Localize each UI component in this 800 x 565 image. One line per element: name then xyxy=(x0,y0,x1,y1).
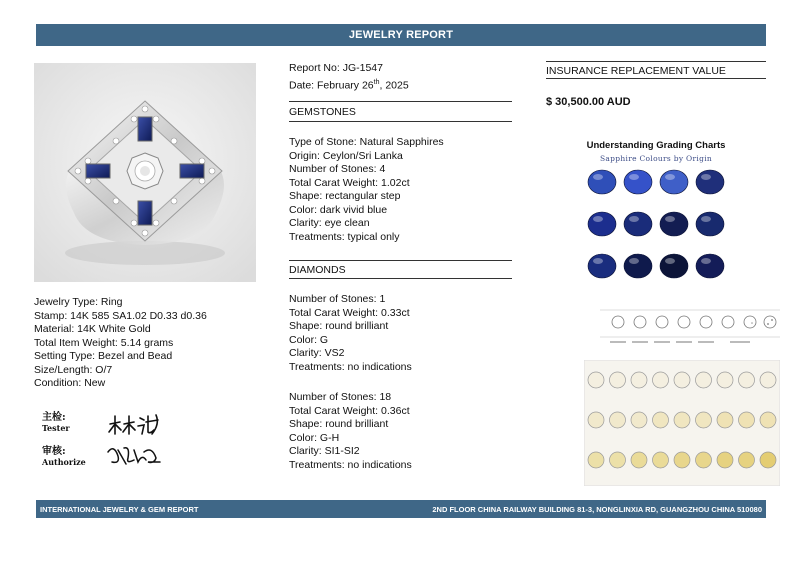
diamonds-heading: DIAMONDS xyxy=(289,264,346,276)
insurance-rule-bottom xyxy=(546,78,766,79)
authorize-signature xyxy=(108,448,160,464)
tester-label-en: Tester xyxy=(42,423,70,433)
diamond-colour-swatch xyxy=(674,372,690,388)
sapphire-swatch-highlight xyxy=(629,258,639,264)
sapphire-swatch xyxy=(624,254,652,278)
footer-org: INTERNATIONAL JEWELRY & GEM REPORT xyxy=(40,504,199,514)
ring-photo xyxy=(34,63,256,282)
gemstone-line: Origin: Ceylon/Sri Lanka xyxy=(289,149,403,162)
diamond-colour-swatch xyxy=(588,452,604,468)
sapphire-swatch-highlight xyxy=(593,174,603,180)
diamonds-rule-bottom xyxy=(289,278,512,279)
diamond-colour-swatch xyxy=(588,412,604,428)
sapphire-colour-chart xyxy=(586,166,736,296)
sapphire-swatch-highlight xyxy=(593,258,603,264)
report-footer-bar xyxy=(36,500,766,518)
diamond-clarity-chart xyxy=(580,304,780,350)
item-line: Material: 14K White Gold xyxy=(34,323,151,335)
insurance-heading: INSURANCE REPLACEMENT VALUE xyxy=(546,65,726,77)
diamond-line: Total Carat Weight: 0.33ct xyxy=(289,306,410,319)
diamond-colour-swatch xyxy=(760,452,776,468)
item-line: Size/Length: O/7 xyxy=(34,363,113,376)
gemstones-rule-top xyxy=(289,101,512,102)
gemstone-line: Total Carat Weight: 1.02ct xyxy=(289,176,410,189)
report-number: Report No: JG-1547 xyxy=(289,62,383,74)
insurance-rule-top xyxy=(546,61,766,62)
diamond-line: Number of Stones: 18 xyxy=(289,391,392,403)
sapphire-swatch xyxy=(588,170,616,194)
diamond-colour-swatch xyxy=(610,372,626,388)
gemstone-line: Number of Stones: 4 xyxy=(289,163,386,175)
report-meta xyxy=(289,62,409,93)
diamond-line: Total Carat Weight: 0.36ct xyxy=(289,404,410,417)
sapphire-swatch-highlight xyxy=(665,216,675,222)
gemstone-line: Treatments: typical only xyxy=(289,230,400,243)
diamond-line: Shape: round brilliant xyxy=(289,418,389,430)
gemstone-line: Type of Stone: Natural Sapphires xyxy=(289,136,444,148)
diamond-colour-swatch xyxy=(696,372,712,388)
sapphire-swatch-highlight xyxy=(629,174,639,180)
diamond-colour-swatch xyxy=(610,452,626,468)
sapphire-swatch-highlight xyxy=(701,174,711,180)
item-line: Setting Type: Bezel and Bead xyxy=(34,350,173,362)
ring-illustration xyxy=(34,63,256,282)
diamond-colour-swatch xyxy=(717,452,733,468)
report-date: Date: February 26th, 2025 xyxy=(289,78,409,91)
diamond-colour-swatch xyxy=(653,452,669,468)
diamond-line: Color: G-H xyxy=(289,431,340,444)
insurance-value: $ 30,500.00 AUD xyxy=(546,96,631,108)
diamond-line: Color: G xyxy=(289,333,329,346)
sapphire-swatch xyxy=(696,212,724,236)
sapphire-swatch-highlight xyxy=(629,216,639,222)
report-title: JEWELRY REPORT xyxy=(348,29,454,41)
sapphire-swatch xyxy=(588,254,616,278)
diamond-colour-swatch xyxy=(760,412,776,428)
diamonds-rule-top xyxy=(289,260,512,261)
authorize-label xyxy=(42,446,86,468)
grading-charts-title: Understanding Grading Charts xyxy=(586,140,726,151)
diamond-line: Treatments: no indications xyxy=(289,458,412,471)
sapphire-swatch xyxy=(696,170,724,194)
sapphire-swatch xyxy=(624,170,652,194)
sapphire-swatch xyxy=(660,212,688,236)
item-line: Stamp: 14K 585 SA1.02 D0.33 d0.36 xyxy=(34,309,207,322)
tester-label-cn: 主检: xyxy=(42,412,66,423)
diamond-colour-swatch xyxy=(739,412,755,428)
diamond-colour-swatch xyxy=(653,372,669,388)
sapphire-swatch xyxy=(588,212,616,236)
diamond-line: Clarity: SI1-SI2 xyxy=(289,445,360,457)
item-line: Condition: New xyxy=(34,377,106,389)
authorize-label-en: Authorize xyxy=(42,457,86,467)
diamond-colour-swatch xyxy=(739,452,755,468)
item-line: Total Item Weight: 5.14 grams xyxy=(34,336,174,349)
sapphire-swatch-highlight xyxy=(701,258,711,264)
sapphire-swatch xyxy=(624,212,652,236)
gemstones-heading: GEMSTONES xyxy=(289,106,356,118)
diamond-colour-swatch xyxy=(696,412,712,428)
diamond-line: Clarity: VS2 xyxy=(289,347,345,359)
gemstones-rule-bottom xyxy=(289,121,512,122)
diamond-colour-chart xyxy=(584,360,780,486)
report-header-bar xyxy=(36,24,766,46)
diamond-colour-swatch xyxy=(588,372,604,388)
sapphire-swatch xyxy=(660,254,688,278)
gemstone-line: Shape: rectangular step xyxy=(289,190,401,202)
diamond-colour-swatch xyxy=(631,452,647,468)
footer-address: 2ND FLOOR CHINA RAILWAY BUILDING 81-3, NONGLINXIA RD, GUANGZHOU CHINA 510080 xyxy=(432,504,762,514)
authorize-label-cn: 审核: xyxy=(42,446,66,457)
item-details xyxy=(34,296,207,391)
item-line: Jewelry Type: Ring xyxy=(34,296,123,308)
sapphire-swatch xyxy=(696,254,724,278)
diamond-line: Shape: round brilliant xyxy=(289,320,389,332)
diamond-colour-swatch xyxy=(631,372,647,388)
diamond-colour-swatch xyxy=(610,412,626,428)
sapphire-swatch-highlight xyxy=(593,216,603,222)
diamond-colour-swatch xyxy=(653,412,669,428)
gemstones-details xyxy=(289,136,444,244)
sapphire-swatch-highlight xyxy=(701,216,711,222)
gemstone-line: Color: dark vivid blue xyxy=(289,203,388,216)
diamond-colour-swatch xyxy=(739,372,755,388)
signatures-handwritten xyxy=(104,412,164,470)
diamond-colour-swatch xyxy=(760,372,776,388)
diamond-line: Treatments: no indications xyxy=(289,360,412,373)
diamonds-group-2 xyxy=(289,391,412,472)
diamonds-group-1 xyxy=(289,293,412,374)
sapphire-swatch xyxy=(660,170,688,194)
diamond-colour-swatch xyxy=(717,372,733,388)
sapphire-swatch-highlight xyxy=(665,258,675,264)
sapphire-swatch-highlight xyxy=(665,174,675,180)
grading-charts-subtitle: Sapphire Colours by Origin xyxy=(599,154,713,163)
diamond-colour-swatch xyxy=(696,452,712,468)
diamond-colour-swatch xyxy=(717,412,733,428)
gemstone-line: Clarity: eye clean xyxy=(289,217,370,229)
diamond-colour-swatch xyxy=(674,452,690,468)
tester-label xyxy=(42,412,70,434)
diamond-colour-swatch xyxy=(631,412,647,428)
diamond-line: Number of Stones: 1 xyxy=(289,293,386,305)
diamond-colour-swatch xyxy=(674,412,690,428)
tester-signature xyxy=(109,415,158,434)
